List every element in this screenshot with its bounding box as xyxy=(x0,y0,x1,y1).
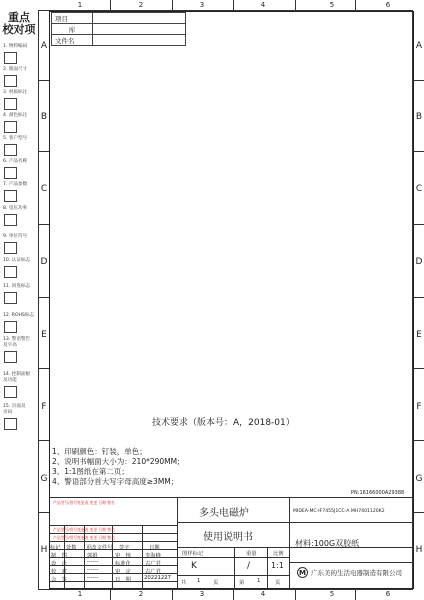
current-page-unit: 页 xyxy=(275,580,281,586)
checklist-item-label: 12. ROHS标志 xyxy=(3,313,35,318)
current-page: 1 xyxy=(257,578,261,584)
total-label: 共 xyxy=(181,580,187,586)
stamp-line-3: 产品型号/图号变更表 变更 日期 签名 xyxy=(53,535,115,540)
row-marker-left: G xyxy=(40,474,48,484)
checklist-title xyxy=(0,12,38,36)
sign-name: 郭娟 xyxy=(87,553,98,559)
checklist-item-label: 7. 产品参数 xyxy=(3,182,28,187)
part-number: PN:16166000A29388 xyxy=(351,490,405,496)
project-row xyxy=(52,13,186,24)
requirement-note-1: 1、印刷颜色：钉装，单色； xyxy=(52,447,147,456)
checklist-item-label: 10. 认证标志 xyxy=(3,258,31,263)
row-marker-left: F xyxy=(41,402,47,412)
row-marker-right: A xyxy=(415,41,423,51)
row-marker-right: B xyxy=(415,112,423,122)
library-value xyxy=(93,24,186,35)
stamp-line-2: 产品型号/图号变更表 变更 日期 签名 xyxy=(53,527,115,532)
checklist-checkbox[interactable] xyxy=(4,144,17,156)
column-marker-top: 3 xyxy=(199,1,205,9)
project-table xyxy=(51,12,186,46)
weight-label: 重量 xyxy=(246,551,257,557)
checklist-item-label: 14. 控制面板 及功能 xyxy=(3,372,31,383)
row-marker-left: A xyxy=(40,41,48,51)
rev-header-docno: 更改文件号 xyxy=(86,545,113,551)
checklist-checkbox[interactable] xyxy=(4,167,17,179)
filename-value xyxy=(93,35,186,46)
checklist-item-label: 9. 单位符号 xyxy=(3,234,28,239)
checklist-item-label: 1. 物料编码 xyxy=(3,44,28,49)
brand-logo-icon: M xyxy=(297,567,308,578)
weight-value: / xyxy=(247,561,251,571)
column-marker-top: 2 xyxy=(138,1,144,9)
row-marker-right: C xyxy=(415,184,423,194)
checklist-checkbox[interactable] xyxy=(4,266,17,278)
total-pages: 1 xyxy=(197,578,201,584)
requirement-note-2: 2、说明书幅面大小为：210*290MM; xyxy=(52,457,180,466)
sign-role2: 日 期 xyxy=(115,577,131,583)
checklist-title-line1: 重点 xyxy=(8,11,30,24)
stamp-line-1: 产品型号/图号变更表 变更 日期 签名 xyxy=(53,500,115,505)
row-marker-left: C xyxy=(40,184,48,194)
column-marker-top: 1 xyxy=(77,1,83,9)
row-marker-right: H xyxy=(415,545,423,555)
checklist-checkbox[interactable] xyxy=(4,121,17,133)
column-marker-bot: 5 xyxy=(329,590,335,598)
sign-role: 校 对 xyxy=(51,569,67,575)
material: 材料:100G双胶纸 xyxy=(295,539,360,548)
checklist-item-label: 2. 版面尺寸 xyxy=(3,67,28,72)
sign-name2: 古广君 xyxy=(145,569,161,575)
row-marker-left: E xyxy=(41,330,47,340)
sign-name: ------ xyxy=(87,559,99,565)
checklist-checkbox[interactable] xyxy=(4,75,17,87)
project-label: 项目 xyxy=(52,13,93,24)
sign-name: ------ xyxy=(87,567,99,573)
library-label: 库 xyxy=(52,24,93,35)
current-label: 第 xyxy=(239,580,245,586)
model-number: MIDEA-MC-IF7455J1CC-A MH7401120K2 xyxy=(293,509,385,514)
checklist-item-label: 3. 材质标注 xyxy=(3,90,28,95)
checklist-item-label: 8. 电压功率 xyxy=(3,206,28,211)
checklist-checkbox[interactable] xyxy=(4,52,17,64)
project-value xyxy=(93,13,186,24)
scale-value: 1:1 xyxy=(271,561,284,570)
library-row xyxy=(52,24,186,35)
sign-name2: 古广君 xyxy=(145,561,161,567)
sign-role: 制 图 xyxy=(51,553,67,559)
checklist-checkbox[interactable] xyxy=(4,386,17,398)
column-marker-bot: 1 xyxy=(77,590,83,598)
row-marker-right: E xyxy=(416,330,422,340)
requirement-note-3: 3、1:1图纸在第二页； xyxy=(52,467,129,476)
sign-date: 20221227 xyxy=(144,575,171,581)
row-marker-right: G xyxy=(415,474,423,484)
sign-role2: 审 核 xyxy=(115,553,131,559)
checklist-checkbox[interactable] xyxy=(4,292,17,304)
checklist-checkbox[interactable] xyxy=(4,351,17,363)
row-marker-left: D xyxy=(40,257,48,267)
requirement-note-4: 4、警语部分首大写字母高度≥3MM； xyxy=(52,477,179,486)
checklist-item-label: 13. 警语警告 及字高 xyxy=(3,337,31,348)
checklist-item-label: 11. 回签标志 xyxy=(3,284,31,289)
sign-role2: 标准化 xyxy=(115,561,131,567)
sign-role: 会 签 xyxy=(51,577,67,583)
row-marker-right: D xyxy=(415,257,423,267)
row-marker-left: B xyxy=(40,112,48,122)
row-marker-left: H xyxy=(40,545,48,555)
sign-name2: 李海峰 xyxy=(145,553,161,559)
column-marker-top: 5 xyxy=(329,1,335,9)
column-marker-top: 4 xyxy=(260,1,266,9)
requirements-title: 技术要求（版本号：A，2018-01） xyxy=(152,418,295,428)
checklist-checkbox[interactable] xyxy=(4,214,17,226)
checklist-item-label: 4. 颜色标注 xyxy=(3,113,28,118)
column-marker-bot: 2 xyxy=(138,590,144,598)
checklist-checkbox[interactable] xyxy=(4,321,17,333)
column-marker-bot: 3 xyxy=(199,590,205,598)
title-block xyxy=(49,497,414,589)
checklist-item-label: 6. 产品名称 xyxy=(3,159,28,164)
rev-header-mark: 标记 xyxy=(50,545,61,551)
checklist-checkbox[interactable] xyxy=(4,98,17,110)
sign-role2: 审 定 xyxy=(115,569,131,575)
checklist-item-label: 15. 页面及 页码 xyxy=(3,404,26,415)
rev-header-sign: 签字 xyxy=(119,545,130,551)
column-marker-top: 6 xyxy=(385,1,391,9)
column-marker-bot: 6 xyxy=(385,590,391,598)
rev-header-count: 处数 xyxy=(66,545,77,551)
sign-role: 设 计 xyxy=(51,561,67,567)
column-marker-bot: 4 xyxy=(260,590,266,598)
document-type: 使用说明书 xyxy=(203,532,253,543)
sign-name: ------ xyxy=(87,575,99,581)
checklist-checkbox[interactable] xyxy=(4,190,17,202)
stage-label: 图样标记 xyxy=(182,551,204,557)
checklist-title-line2: 校对项 xyxy=(2,23,36,36)
product-name: 多头电磁炉 xyxy=(199,508,249,519)
checklist-checkbox[interactable] xyxy=(4,242,17,254)
company-name: 广东美的生活电器制造有限公司 xyxy=(311,569,402,577)
row-marker-right: F xyxy=(416,402,422,412)
checklist-item-label: 5. 客户型号 xyxy=(3,136,28,141)
checklist-checkbox[interactable] xyxy=(4,418,17,430)
rev-header-date: 日期 xyxy=(149,545,160,551)
stage-value: K xyxy=(191,561,197,571)
scale-label: 比例 xyxy=(273,551,284,557)
total-page-unit: 页 xyxy=(213,580,219,586)
filename-row xyxy=(52,35,186,46)
filename-label: 文件名 xyxy=(52,35,93,46)
